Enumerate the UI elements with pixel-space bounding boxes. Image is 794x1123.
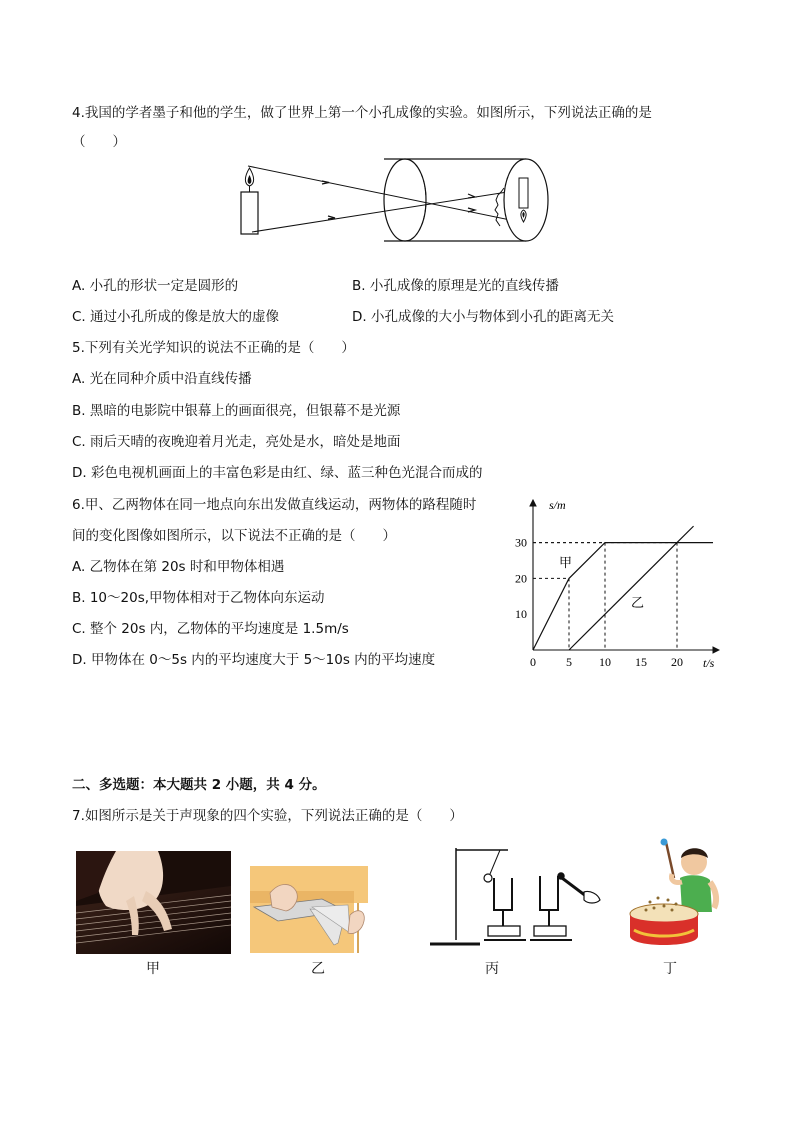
y-axis-label: s/m bbox=[549, 498, 566, 512]
q6-option-a[interactable]: A. 乙物体在第 20s 时和甲物体相遇 bbox=[72, 559, 285, 575]
x-axis-label: t/s bbox=[703, 656, 715, 670]
caption-ding: 丁 bbox=[663, 961, 677, 977]
boy-drumming-image bbox=[628, 838, 720, 956]
q5-option-b[interactable]: B. 黑暗的电影院中银幕上的画面很亮，但银幕不是光源 bbox=[72, 403, 401, 419]
y-tick-label: 10 bbox=[515, 607, 527, 622]
caption-bing: 丙 bbox=[485, 961, 499, 977]
q5-option-d[interactable]: D. 彩色电视机画面上的丰富色彩是由红、绿、蓝三种色光混合而成的 bbox=[72, 465, 483, 481]
y-tick-label: 20 bbox=[515, 571, 527, 586]
s-t-graph bbox=[505, 490, 735, 675]
x-tick-label: 20 bbox=[671, 655, 683, 669]
q4-option-a[interactable]: A. 小孔的形状一定是圆形的 bbox=[72, 278, 239, 294]
series-line-1 bbox=[569, 526, 694, 650]
series-label-yi: 乙 bbox=[631, 595, 645, 610]
pinhole-camera-figure bbox=[230, 150, 560, 250]
caption-yi: 乙 bbox=[311, 961, 325, 977]
caption-jia: 甲 bbox=[146, 961, 160, 977]
x-tick-label: 5 bbox=[566, 655, 572, 669]
q6-stem-line2: 间的变化图像如图所示，以下说法不正确的是（ ） bbox=[72, 528, 396, 544]
q5-stem: 5.下列有关光学知识的说法不正确的是（ ） bbox=[72, 340, 355, 356]
q5-option-a[interactable]: A. 光在同种介质中沿直线传播 bbox=[72, 371, 252, 387]
section-2-title: 二、多选题：本大题共 2 小题，共 4 分。 bbox=[72, 777, 326, 793]
x-tick-label: 10 bbox=[599, 655, 611, 669]
ray-bottom bbox=[252, 190, 520, 232]
q7-stem: 7.如图所示是关于声现象的四个实验，下列说法正确的是（ ） bbox=[72, 808, 463, 824]
q4-option-b[interactable]: B. 小孔成像的原理是光的直线传播 bbox=[352, 278, 559, 294]
q4-stem: 4.我国的学者墨子和他的学生，做了世界上第一个小孔成像的实验。如图所示，下列说法正确的是 bbox=[72, 105, 652, 121]
x-tick-label: 0 bbox=[530, 655, 536, 669]
candle-icon bbox=[241, 168, 258, 234]
y-tick-label: 30 bbox=[515, 535, 527, 550]
q6-stem-line1: 6.甲、乙两物体在同一地点向东出发做直线运动，两物体的路程随时 bbox=[72, 497, 477, 513]
guqin-playing-photo bbox=[76, 851, 231, 954]
q4-option-c[interactable]: C. 通过小孔所成的像是放大的虚像 bbox=[72, 309, 280, 325]
tuning-fork-experiment bbox=[428, 840, 608, 952]
series-label-jia: 甲 bbox=[559, 555, 573, 570]
q4-option-d[interactable]: D. 小孔成像的大小与物体到小孔的距离无关 bbox=[352, 309, 614, 325]
q4-answer-paren: （ ） bbox=[72, 134, 126, 150]
q6-option-d[interactable]: D. 甲物体在 0～5s 内的平均速度大于 5～10s 内的平均速度 bbox=[72, 652, 436, 668]
q5-option-c[interactable]: C. 雨后天晴的夜晚迎着月光走，亮处是水，暗处是地面 bbox=[72, 434, 401, 450]
q6-option-b[interactable]: B. 10～20s,甲物体相对于乙物体向东运动 bbox=[72, 590, 325, 606]
x-tick-label: 15 bbox=[635, 655, 647, 669]
ruler-vibration-image bbox=[250, 863, 368, 953]
q6-option-c[interactable]: C. 整个 20s 内，乙物体的平均速度是 1.5m/s bbox=[72, 621, 349, 637]
